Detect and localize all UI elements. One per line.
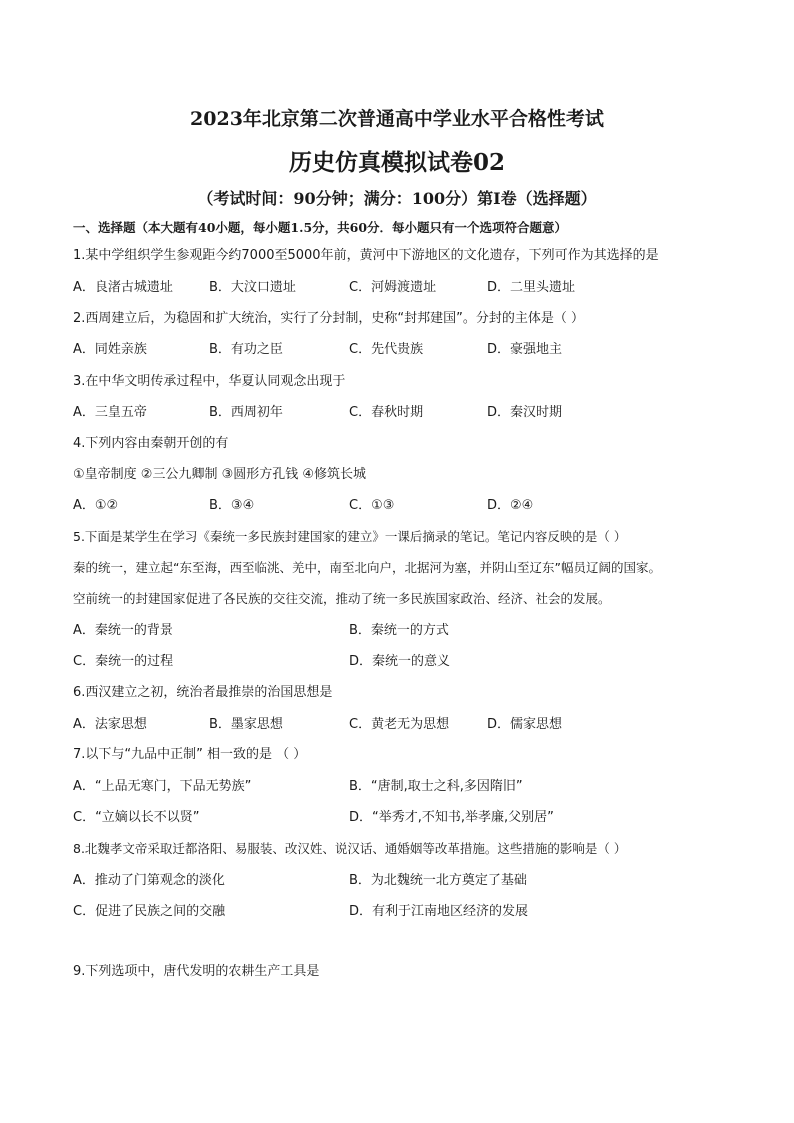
question-4-stem: 4.下列内容由秦朝开创的有 xyxy=(73,436,229,451)
question-8-option-c: C．促进了民族之间的交融 xyxy=(73,904,226,919)
question-7-option-c: C．“立嫡以长不以贤” xyxy=(73,810,200,825)
question-4-option-a: A．①② xyxy=(73,498,119,513)
question-1-option-b: B．大汶口遗址 xyxy=(209,280,296,295)
question-3-option-c: C．春秋时期 xyxy=(349,405,424,420)
question-5-stem: 5.下面是某学生在学习《秦统一多民族封建国家的建立》一课后摘录的笔记。笔记内容反映的是（ ） xyxy=(73,529,627,544)
question-9-stem: 9.下列选项中，唐代发明的农耕生产工具是 xyxy=(73,964,320,979)
question-7-option-b: B．“唐制,取士之科,多因隋旧” xyxy=(349,779,523,794)
question-3-option-d: D．秦汉时期 xyxy=(487,405,563,420)
question-8-stem: 8.北魏孝文帝采取迁都洛阳、易服装、改汉姓、说汉话、通婚姻等改革措施。这些措施的影响是（ ） xyxy=(73,841,627,856)
question-1-option-c: C．河姆渡遗址 xyxy=(349,280,437,295)
question-7-option-d: D．“举秀才,不知书,举孝廉,父别居” xyxy=(349,810,554,825)
question-6-option-d: D．儒家思想 xyxy=(487,717,563,732)
question-1-option-a: A．良渚古城遗址 xyxy=(73,280,173,295)
question-3-stem: 3.在中华文明传承过程中，华夏认同观念出现于 xyxy=(73,374,346,389)
question-5-option-a: A．秦统一的背景 xyxy=(73,623,173,638)
question-4-option-b: B．③④ xyxy=(209,498,255,513)
question-2-option-c: C．先代贵族 xyxy=(349,342,424,357)
question-5-passage-line-2: 空前统一的封建国家促进了各民族的交往交流，推动了统一多民族国家政治、经济、社会的发展。 xyxy=(73,591,611,606)
paper-title: 历史仿真模拟试卷02 xyxy=(288,149,505,176)
question-3-option-a: A．三皇五帝 xyxy=(73,405,147,420)
question-8-option-a: A．推动了门第观念的淡化 xyxy=(73,873,225,888)
question-6-option-c: C．黄老无为思想 xyxy=(349,717,450,732)
question-3-option-b: B．西周初年 xyxy=(209,405,283,420)
question-8-option-b: B．为北魏统一北方奠定了基础 xyxy=(349,873,527,888)
question-2-option-d: D．豪强地主 xyxy=(487,342,563,357)
question-1-option-d: D．二里头遗址 xyxy=(487,280,576,295)
question-8-option-d: D．有利于江南地区经济的发展 xyxy=(349,904,529,919)
question-4-option-d: D．②④ xyxy=(487,498,534,513)
exam-info: （考试时间：90分钟；满分：100分）第Ⅰ卷（选择题） xyxy=(197,189,597,208)
question-5-option-b: B．秦统一的方式 xyxy=(349,623,449,638)
question-4-option-c: C．①③ xyxy=(349,498,395,513)
exam-title: 2023年北京第二次普通高中学业水平合格性考试 xyxy=(190,108,604,130)
question-7-option-a: A．“上品无寒门，下品无势族” xyxy=(73,779,252,794)
question-5-option-c: C．秦统一的过程 xyxy=(73,654,174,669)
question-6-option-b: B．墨家思想 xyxy=(209,717,283,732)
question-4-items: ①皇帝制度 ②三公九卿制 ③圆形方孔钱 ④修筑长城 xyxy=(73,467,367,482)
question-5-option-d: D．秦统一的意义 xyxy=(349,654,451,669)
question-6-option-a: A．法家思想 xyxy=(73,717,147,732)
question-6-stem: 6.西汉建立之初，统治者最推崇的治国思想是 xyxy=(73,685,333,700)
question-5-passage-line-1: 秦的统一，建立起“东至海，西至临洮、羌中，南至北向户，北据河为塞，并阴山至辽东”幅员辽阔的国家。 xyxy=(73,560,661,575)
section-heading: 一、选择题（本大题有40小题，每小题1.5分，共60分．每小题只有一个选项符合题意） xyxy=(73,220,568,235)
question-1-stem: 1.某中学组织学生参观距今约7000至5000年前，黄河中下游地区的文化遗存，下列可作为其选择的是 xyxy=(73,248,659,263)
question-2-option-b: B．有功之臣 xyxy=(209,342,283,357)
question-7-stem: 7.以下与“九品中正制” 相一致的是 （ ） xyxy=(73,747,307,762)
question-2-stem: 2.西周建立后，为稳固和扩大统治，实行了分封制，史称“封邦建国”。分封的主体是（ ） xyxy=(73,311,585,326)
question-2-option-a: A．同姓亲族 xyxy=(73,342,147,357)
